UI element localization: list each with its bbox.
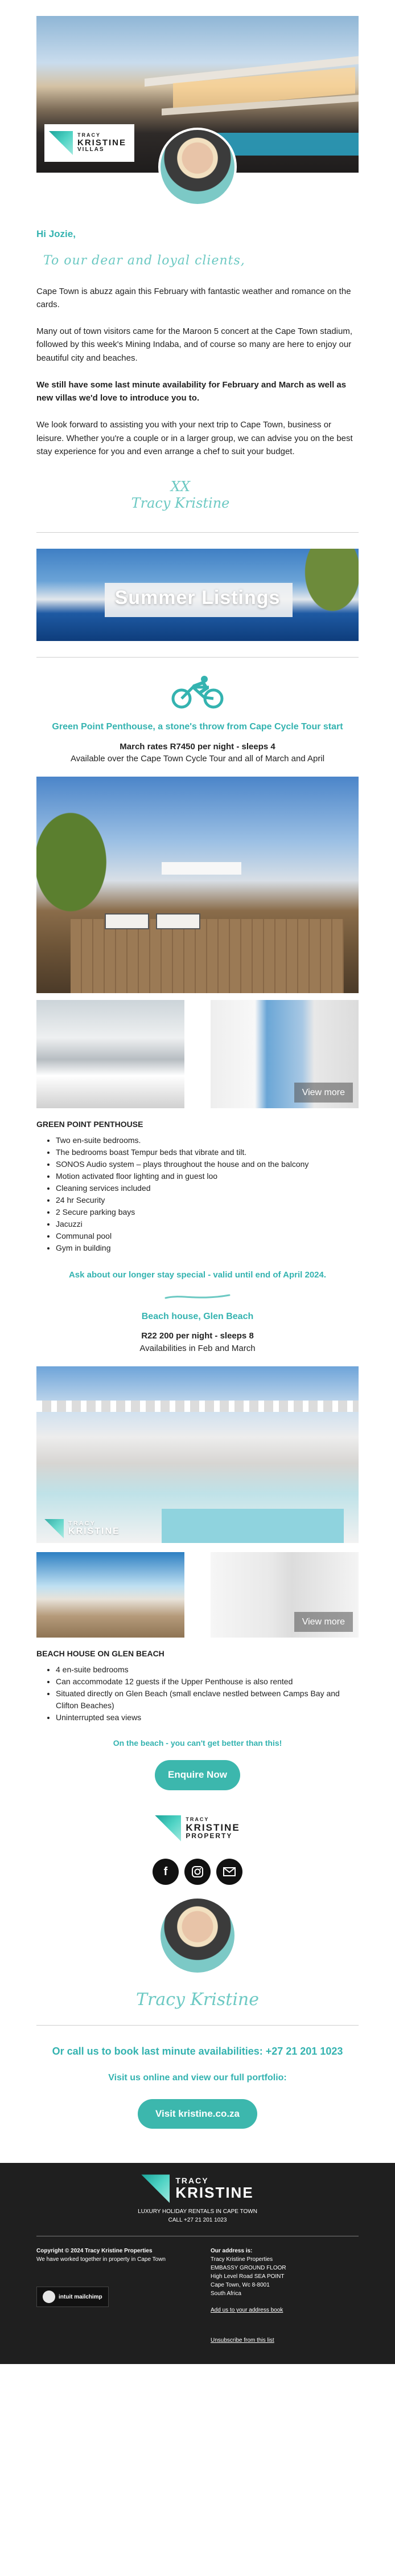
squiggle-divider-icon: [163, 1293, 232, 1301]
listing-heading: BEACH HOUSE ON GLEN BEACH: [36, 1648, 164, 1658]
list-item: • SONOS Audio system – plays throughout the house and on the balcony: [56, 1158, 359, 1170]
penthouse-main-photo[interactable]: [36, 777, 359, 993]
photo-watermark: [44, 1519, 120, 1538]
brand-line2: KRISTINE: [77, 137, 127, 148]
intro-paragraph: Many out of town visitors came for the Maroon 5 concert at the Cape Town stadium, followed by this week's Mining Indaba, and of course so many are here to enjoy our beautiful city and beaches.: [36, 326, 352, 363]
footer-tagline: LUXURY HOLIDAY RENTALS IN CAPE TOWN: [138, 2208, 257, 2215]
brand-line3: VILLAS: [77, 146, 105, 153]
view-more-button[interactable]: View more: [294, 1612, 353, 1632]
view-more-button[interactable]: View more: [294, 1083, 353, 1103]
address-line: High Level Road SEA POINT: [211, 2273, 285, 2280]
penthouse-lounge-photo[interactable]: [36, 1000, 184, 1108]
brand-logo[interactable]: [44, 124, 134, 162]
intro-paragraph: Cape Town is abuzz again this February with fantastic weather and romance on the cards.: [36, 286, 351, 309]
footer-logo[interactable]: [0, 2174, 395, 2203]
feature-list: [56, 1664, 359, 1724]
list-item: • Two en-suite bedrooms.: [56, 1134, 359, 1146]
beach-house-view-photo[interactable]: [36, 1552, 184, 1638]
cyclist-icon: [36, 675, 359, 713]
logo-mark-icon: [44, 1519, 64, 1538]
list-item: • Gym in building: [56, 1242, 359, 1254]
script-salutation: To our dear and loyal clients,: [43, 253, 245, 268]
social-links: [0, 1859, 395, 1885]
address-line: South Africa: [211, 2291, 241, 2297]
hero-banner: [36, 16, 359, 173]
mailchimp-label: intuit mailchimp: [59, 2293, 102, 2300]
copyright-note: We have worked together in property in Cape Town: [36, 2256, 166, 2263]
closing-paragraph: We look forward to assisting you with your next trip to Cape Town, business or leisure. Whether you're a couple or in a larger group, we can advise you on the best stay experience for you and even arrange a chef to suit your budget.: [36, 420, 353, 456]
list-item: • Jacuzzi: [56, 1218, 359, 1230]
enquire-now-button[interactable]: Enquire Now: [155, 1760, 240, 1790]
listing-rate: R22 200 per night - sleeps 8: [141, 1331, 254, 1341]
signature-name: Tracy Kristine: [136, 1990, 259, 2010]
list-item: • Motion activated floor lighting and in guest loo: [56, 1170, 359, 1182]
brand-line1: TRACY: [186, 1816, 209, 1823]
list-item: • 2 Secure parking bays: [56, 1206, 359, 1218]
listing-availability: Available over the Cape Town Cycle Tour and all of March and April: [70, 754, 325, 764]
divider: [36, 657, 359, 658]
footer: [0, 2163, 395, 2364]
list-item: • The bedrooms boast Tempur beds that vibrate and tilt.: [56, 1146, 359, 1158]
address-line: EMBASSY GROUND FLOOR: [211, 2265, 286, 2272]
visit-website-button[interactable]: Visit kristine.co.za: [138, 2099, 257, 2129]
visit-online-text: Visit us online and view our full portfolio:: [108, 2072, 287, 2083]
signature-name: Tracy Kristine: [131, 495, 230, 511]
beach-house-bathroom-photo[interactable]: [211, 1552, 359, 1638]
list-item: • Can accommodate 12 guests if the Upper Penthouse is also rented: [56, 1676, 359, 1688]
greeting: Hi Jozie,: [36, 228, 76, 239]
divider: [36, 2025, 359, 2026]
footer-phone: CALL +27 21 201 1023: [168, 2217, 227, 2224]
watermark-line2: KRISTINE: [68, 1526, 120, 1537]
brand-line2: KRISTINE: [186, 1822, 240, 1833]
list-item: • Communal pool: [56, 1230, 359, 1242]
penthouse-bedroom-photo[interactable]: [211, 1000, 359, 1108]
list-item: • 4 en-suite bedrooms: [56, 1664, 359, 1676]
list-item: • Situated directly on Glen Beach (small enclave nestled between Camps Bay and Clifton Beaches): [56, 1688, 359, 1712]
copyright: Copyright © 2024 Tracy Kristine Properties: [36, 2248, 153, 2255]
email-icon[interactable]: [216, 1859, 242, 1885]
signature: [2, 479, 359, 512]
divider: [36, 532, 359, 533]
brand-line3: PROPERTY: [186, 1832, 233, 1840]
brand-line1: TRACY: [175, 2176, 209, 2186]
call-to-book[interactable]: Or call us to book last minute availabilities: +27 21 201 1023: [52, 2045, 343, 2057]
availability-paragraph: We still have some last minute availability for February and March as well as new villas we'd love to introduce you to.: [36, 379, 347, 403]
summer-title: Summer Listings: [114, 586, 281, 609]
host-avatar: [158, 128, 237, 206]
host-avatar: [158, 1896, 237, 1975]
mailchimp-badge[interactable]: [36, 2287, 109, 2307]
logo-mark-icon: [141, 2174, 170, 2203]
instagram-icon[interactable]: [184, 1859, 211, 1885]
list-item: • 24 hr Security: [56, 1194, 359, 1206]
watermark-line1: TRACY: [68, 1520, 96, 1527]
beach-house-main-photo[interactable]: [36, 1366, 359, 1543]
logo-mark-icon: [155, 1815, 181, 1842]
add-address-link[interactable]: Add us to your address book: [211, 2307, 283, 2314]
address-line: Cape Town, Wc 8-8001: [211, 2282, 270, 2289]
beach-tagline: On the beach - you can't get better than this!: [113, 1738, 282, 1748]
listing-rate: March rates R7450 per night - sleeps 4: [120, 741, 275, 752]
address-heading: Our address is:: [211, 2248, 253, 2255]
brand-line2: KRISTINE: [175, 2184, 254, 2202]
listing-heading: GREEN POINT PENTHOUSE: [36, 1120, 143, 1129]
list-item: • Cleaning services included: [56, 1182, 359, 1194]
summer-listings-banner[interactable]: [36, 549, 359, 641]
facebook-icon[interactable]: f: [153, 1859, 179, 1885]
brand-line1: TRACY: [77, 132, 101, 138]
signature-xx: XX: [170, 479, 191, 495]
logo-mark-icon: [49, 131, 73, 155]
unsubscribe-link[interactable]: Unsubscribe from this list: [211, 2337, 274, 2344]
listing-title: Beach house, Glen Beach: [141, 1312, 254, 1322]
listing-availability: Availabilities in Feb and March: [139, 1344, 256, 1354]
feature-list: [56, 1134, 359, 1254]
list-item: • Uninterrupted sea views: [56, 1712, 359, 1724]
listing-title: Green Point Penthouse, a stone's throw from Cape Cycle Tour start: [52, 722, 343, 732]
special-offer[interactable]: Ask about our longer stay special - valid until end of April 2024.: [68, 1270, 327, 1280]
mailchimp-icon: [43, 2291, 55, 2303]
address-line: Tracy Kristine Properties: [211, 2256, 273, 2263]
property-logo[interactable]: [0, 1815, 395, 1842]
